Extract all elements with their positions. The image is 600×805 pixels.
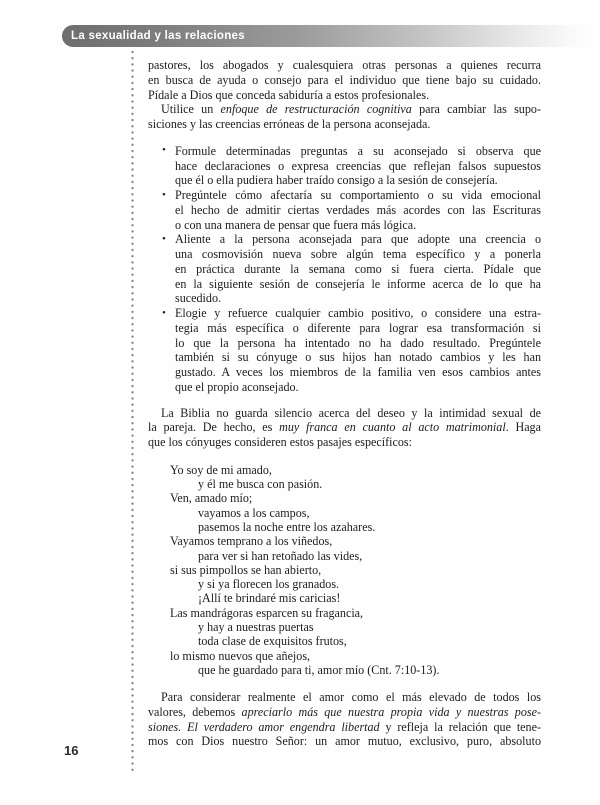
text-line: siciones y las creencias erróneas de la persona aconsejada. <box>148 117 431 131</box>
poem-line: para ver si han retoñado las vides, <box>198 548 363 563</box>
text-column <box>148 58 541 749</box>
paragraph <box>148 406 541 450</box>
bullet-item <box>148 188 541 232</box>
text-line: la pareja. De hecho, es muy franca en cuanto al acto matrimonial. Haga <box>148 420 541 435</box>
text-line: en práctica durante la semana como si fuera cierta. Pídale que <box>175 261 541 276</box>
poem-line: y si ya florecen los granados. <box>198 577 340 592</box>
text-line: que él o ella pudiera haber traído consigo a la sesión de consejería. <box>175 173 498 188</box>
poem-line: y él me busca con pasión. <box>198 477 323 492</box>
text-line: sucedido. <box>175 291 222 306</box>
poem-line: ¡Allí te brindaré mis caricias! <box>198 591 341 606</box>
poem-line: y hay a nuestras puertas <box>198 620 314 635</box>
text-line: lo que la persona ha intentado no ha dado resultado. Pregúntele <box>175 335 541 350</box>
poem-line: si sus pimpollos se han abierto, <box>170 562 322 577</box>
poem-line: Las mandrágoras esparcen su fragancia, <box>170 605 364 620</box>
text-line: Formule determinadas preguntas a su aconsejado si observa que <box>175 143 541 158</box>
paragraph <box>148 58 541 102</box>
text-line: Elogie y refuerce cualquier cambio positivo, o considere una estra- <box>175 306 541 320</box>
bullet-icon: • <box>162 306 166 319</box>
text-line: mos con Dios nuestro Señor: un amor mutuo, exclusivo, puro, absoluto <box>148 734 541 749</box>
bullet-icon: • <box>162 232 166 245</box>
text-line: Aliente a la persona aconsejada para que adopte una creencia o <box>175 232 541 247</box>
text-line: tegia más específica o diferente para lograr esa transformación si <box>175 320 541 335</box>
text-line: Para considerar realmente el amor como el más elevado de todos los <box>161 690 541 705</box>
bullet-item <box>148 144 541 188</box>
text-line: valores, debemos apreciarlo más que nuestra propia vida y nuestras pose- <box>148 704 541 719</box>
text-line: Utilice un enfoque de restructuración cognitiva para cambiar las supo- <box>161 102 541 117</box>
poem-line: toda clase de exquisitos frutos, <box>198 634 347 649</box>
page-number: 16 <box>64 743 79 758</box>
poem-quote <box>170 463 541 677</box>
text-line: el hecho de admitir ciertas verdades más acordes con las Escrituras <box>175 202 541 217</box>
text-line: pastores, los abogados y cualesquiera otras personas a quienes recurra <box>148 58 541 72</box>
text-line: en la siguiente sesión de consejería le informe acerca de lo que ha <box>175 276 541 291</box>
text-line: La Biblia no guarda silencio acerca del deseo y la intimidad sexual de <box>161 405 541 420</box>
bullet-icon: • <box>162 188 166 201</box>
dotted-rule <box>131 50 135 772</box>
poem-line: Vayamos temprano a los viñedos, <box>170 534 333 549</box>
paragraph <box>148 102 541 132</box>
text-line: gustado. A veces los miembros de la familia ven esos cambios antes <box>175 365 541 379</box>
bullet-list <box>148 144 541 395</box>
paragraph <box>148 690 541 749</box>
poem-line: Yo soy de mi amado, <box>170 462 272 477</box>
text-line: o con una manera de pensar que fuera más lógica. <box>175 217 417 232</box>
chapter-header-bar <box>62 25 600 47</box>
text-line: Pregúntele cómo afectaría su comportamiento o su vida emocional <box>175 188 541 202</box>
poem-line: lo mismo nuevos que añejos, <box>170 648 311 663</box>
poem-line: Ven, amado mío; <box>170 491 253 506</box>
text-line: en busca de ayuda o consejo para el individuo que tiene bajo su cuidado. <box>148 72 541 87</box>
text-line: hace declaraciones o expresa creencias que reflejan falsos supuestos <box>175 158 541 173</box>
text-line: que los cónyuges consideren estos pasajes específicos: <box>148 435 412 449</box>
text-line: Pídale a Dios que conceda sabiduría a estos profesionales. <box>148 87 430 102</box>
poem-line: pasemos la noche entre los azahares. <box>198 519 376 534</box>
text-line: siones. El verdadero amor engendra libertad y refleja la relación que tene- <box>148 719 541 734</box>
text-line: también si su cónyuge o sus hijos han notado cambios y les han <box>175 350 541 365</box>
text-line: que el propio aconsejado. <box>175 379 299 394</box>
chapter-title: La sexualidad y las relaciones <box>71 30 245 42</box>
bullet-icon: • <box>162 144 166 157</box>
text-line: una cosmovisión nueva sobre algún tema específico y a ponerla <box>175 247 541 261</box>
poem-line: que he guardado para ti, amor mío (Cnt. 7:10-13). <box>198 662 440 677</box>
poem-line: vayamos a los campos, <box>198 505 310 520</box>
bullet-item <box>148 306 541 395</box>
bullet-item <box>148 232 541 306</box>
